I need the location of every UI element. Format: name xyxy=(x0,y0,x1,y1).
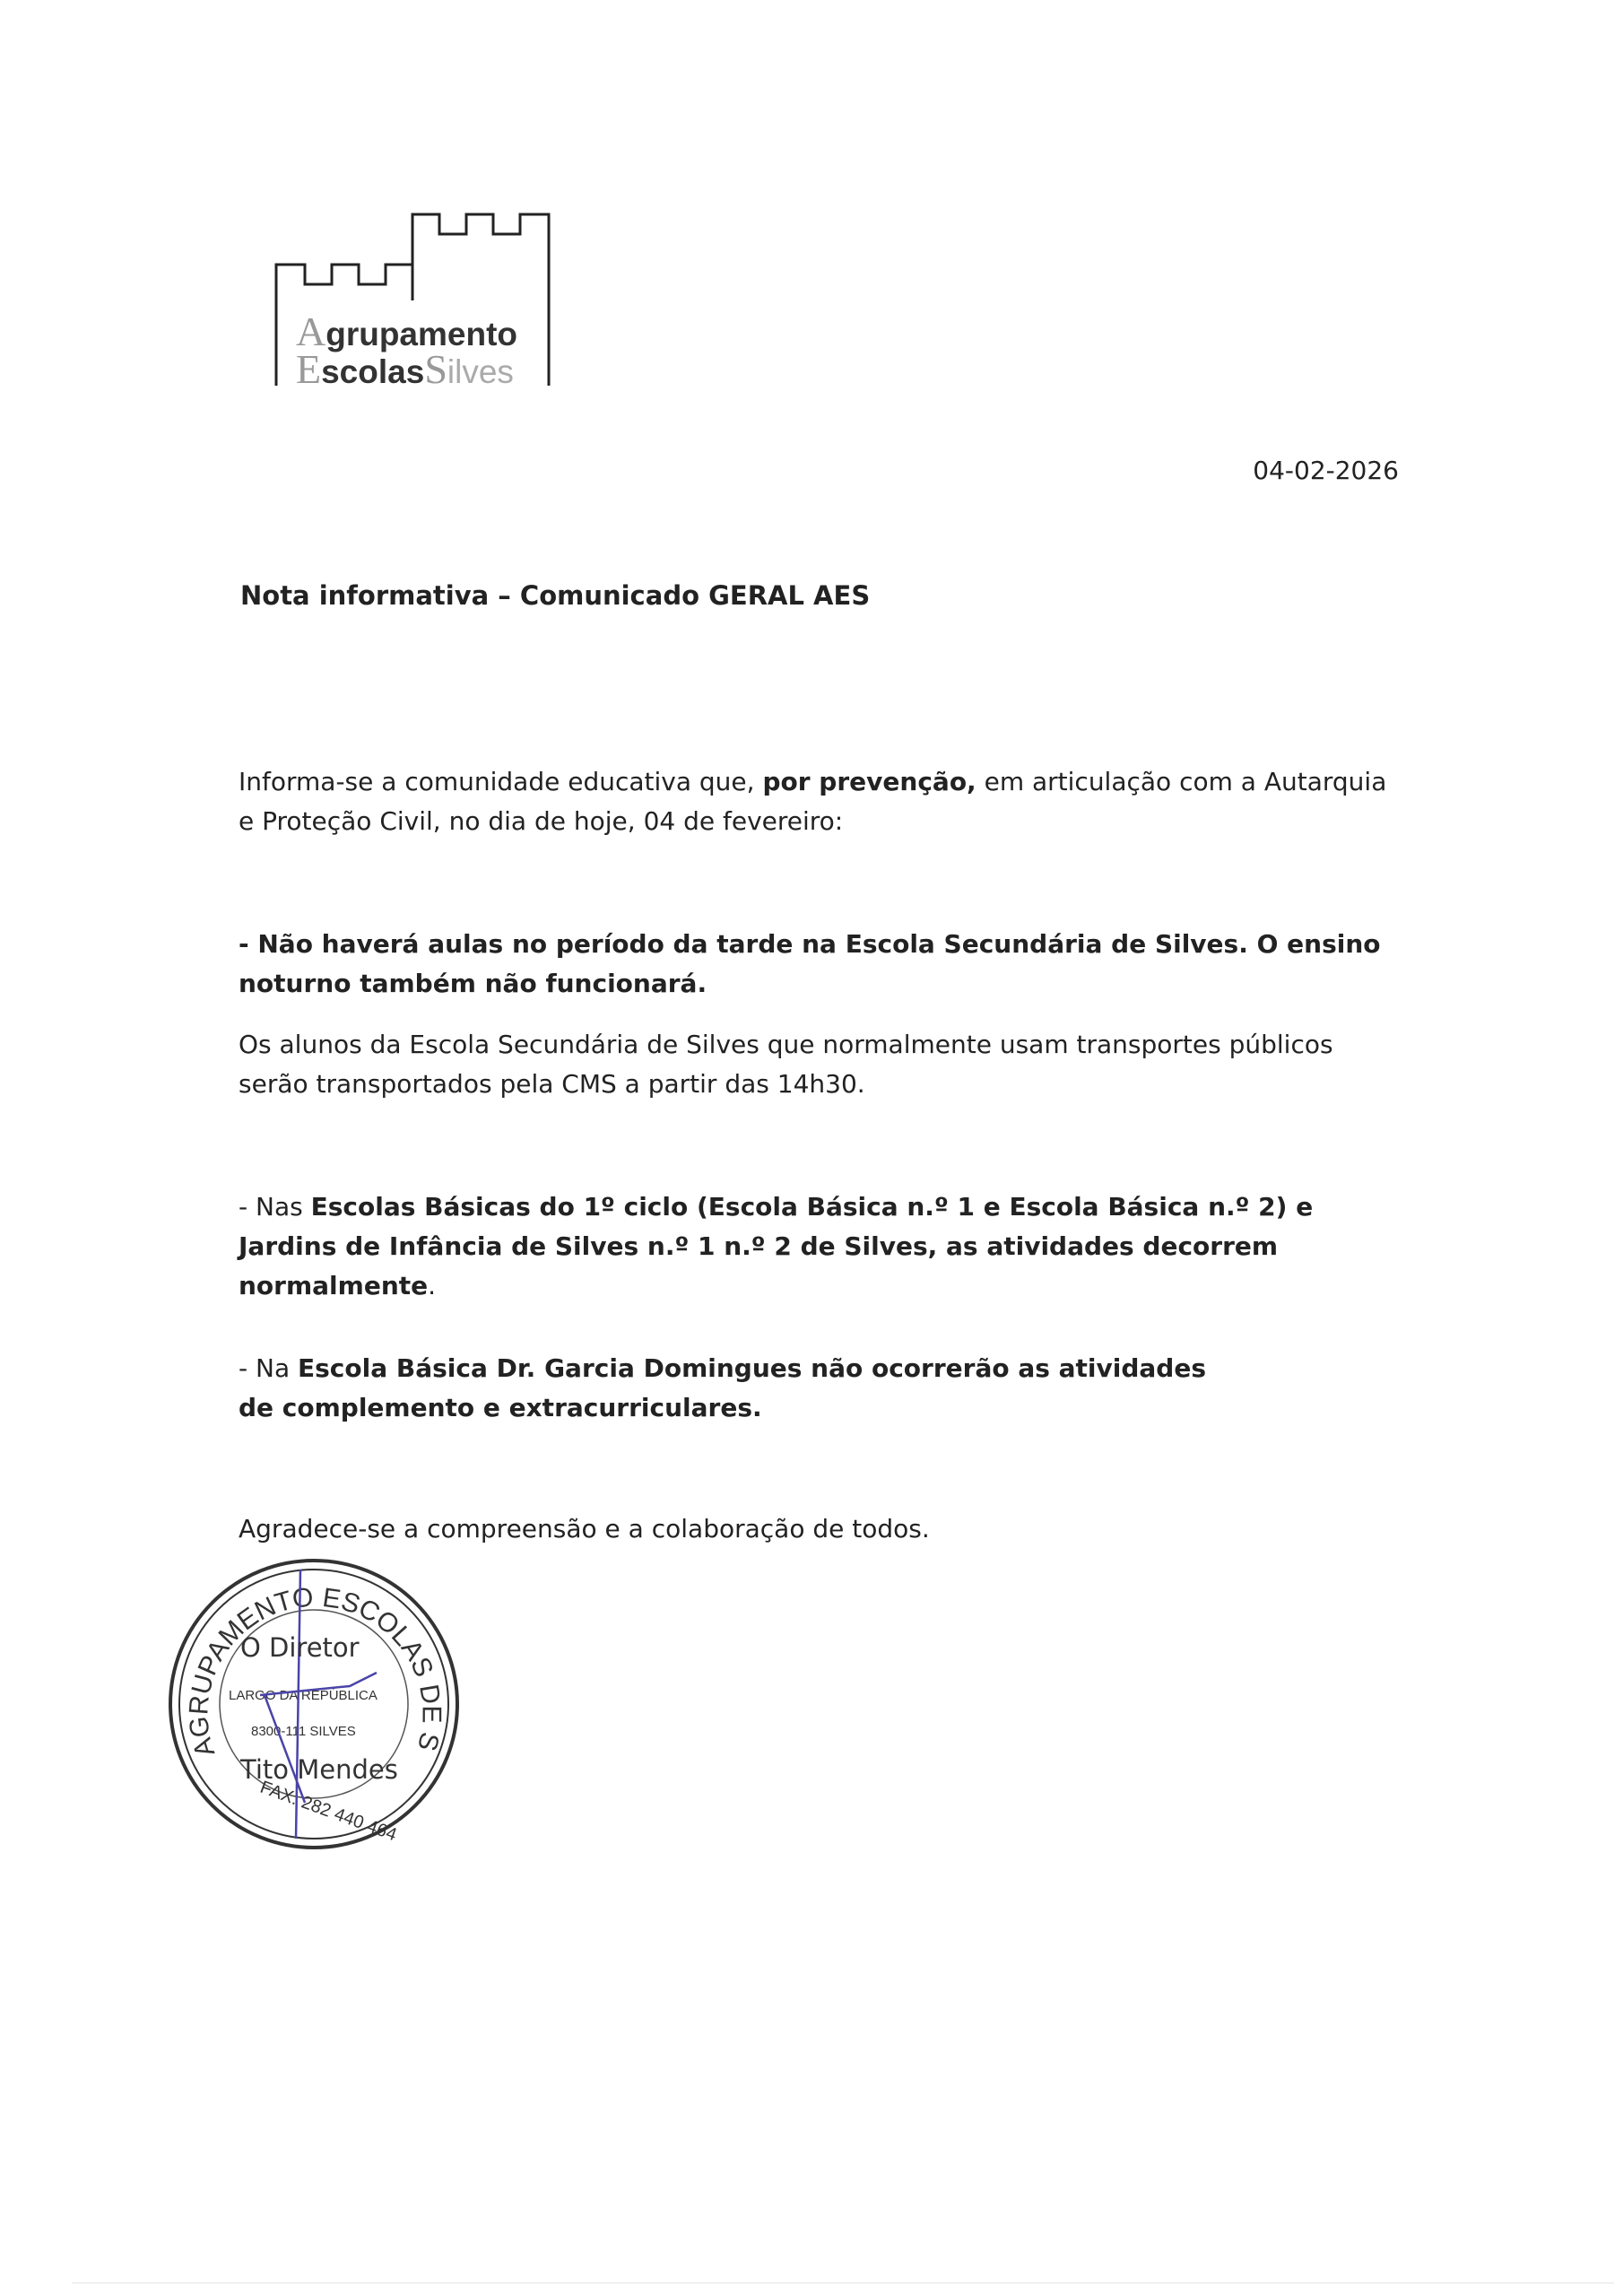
item-secundaria: - Não haverá aulas no período da tarde na Escola Secundária de Silves. O ensino noturno também não funcionará. xyxy=(239,929,1381,998)
svg-text:AGRUPAMENTO ESCOLAS DE SILVES: AGRUPAMENTO ESCOLAS DE S xyxy=(184,1582,447,1761)
logo-line1: Agrupamento xyxy=(296,309,518,354)
stamp-seal-icon xyxy=(161,1552,466,1857)
closing-text: Agradece-se a compreensão e a colaboração de todos. xyxy=(239,1514,930,1544)
school-stamp xyxy=(161,1552,466,1857)
signer-name: Tito Mendes xyxy=(240,1754,398,1785)
svg-text:8300-111 SILVES: 8300-111 SILVES xyxy=(251,1724,356,1739)
school-logo xyxy=(269,211,565,390)
item-basicas: - Nas Escolas Básicas do 1º ciclo (Escola Básica n.º 1 e Escola Básica n.º 2) e Jardins de Infância de Silves n.º 1 n.º 2 de Silves, as atividades decorrem normalmente. xyxy=(239,1192,1314,1300)
document-date: 04-02-2026 xyxy=(1253,456,1399,485)
logo-line2: EscolasSilves xyxy=(296,346,514,392)
document-title: Nota informativa – Comunicado GERAL AES xyxy=(240,580,871,611)
item-garcia-domingues: - Na Escola Básica Dr. Garcia Domingues não ocorrerão as atividades de complemento e extracurriculares. xyxy=(239,1353,1207,1422)
svg-text:FAX: 282 440 464: FAX: 282 440 464 xyxy=(257,1777,400,1846)
svg-text:LARGO DA REPÚBLICA: LARGO DA REPÚBLICA xyxy=(229,1688,378,1703)
intro-paragraph: Informa-se a comunidade educativa que, por prevenção, em articulação com a Autarquia e Proteção Civil, no dia de hoje, 04 de fevereiro: xyxy=(239,767,1387,836)
signer-role: O Diretor xyxy=(240,1632,360,1663)
item-secundaria-transport: Os alunos da Escola Secundária de Silves que normalmente usam transportes públicos serão transportados pela CMS a partir das 14h30. xyxy=(239,1030,1333,1099)
